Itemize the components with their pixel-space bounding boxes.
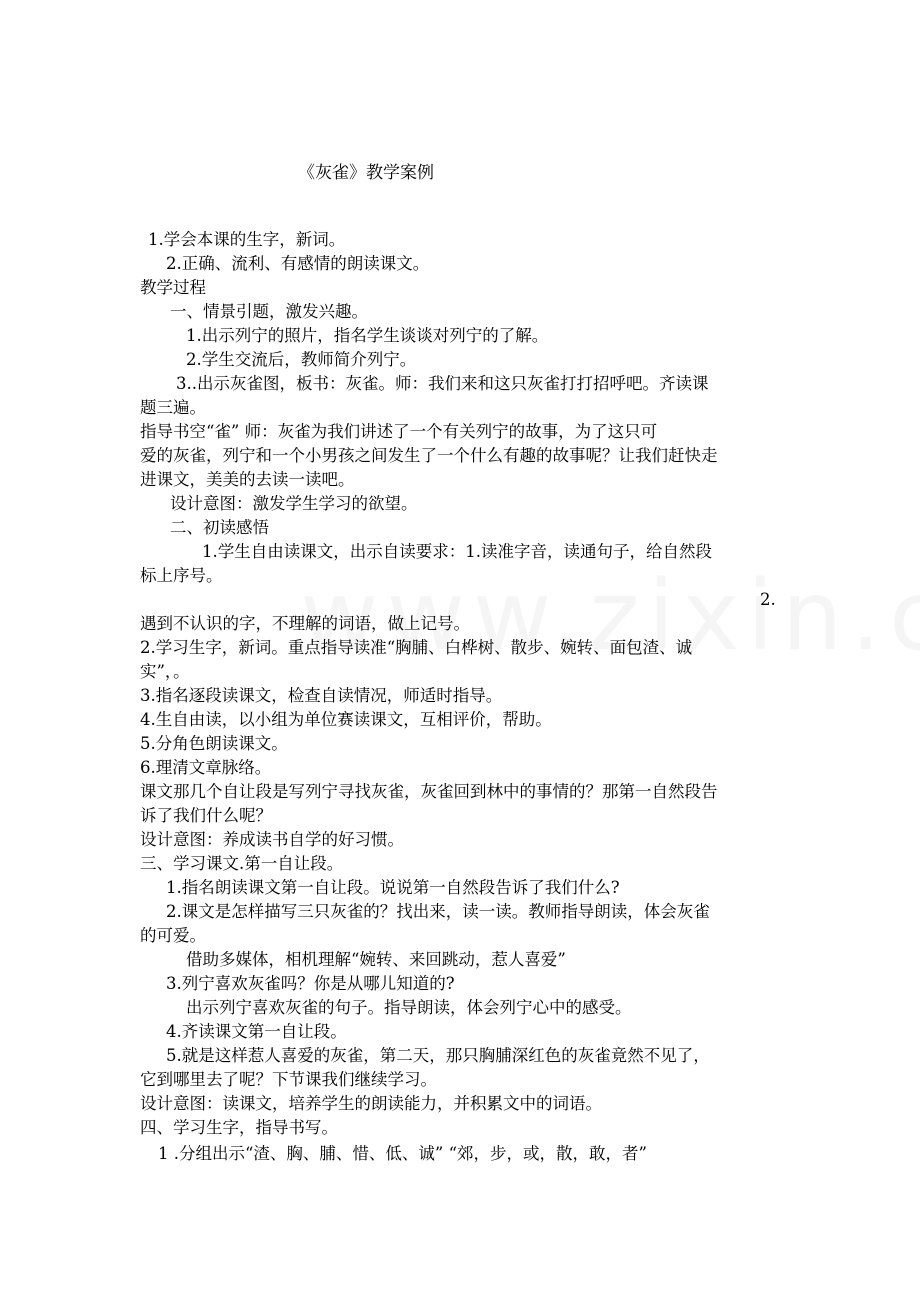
- text-line: 4.生自由读，以小组为单位赛读课文，互相评价，帮助。: [140, 710, 552, 729]
- text-line: 遇到不认识的字，不理解的词语，做上记号。: [140, 614, 470, 633]
- text-line: 2.学习生字，新词。重点指导读准“胸脯、白桦树、散步、婉转、面包渣、诚: [140, 638, 693, 657]
- text-line: 的可爱。: [140, 926, 206, 945]
- text-line: 进课文，美美的去读一读吧。: [140, 470, 355, 489]
- text-line: 1.指名朗读课文第一自让段。说说第一自然段告诉了我们什么?: [166, 878, 620, 897]
- text-line: 1.出示列宁的照片，指名学生谈谈对列宁的了解。: [186, 326, 549, 345]
- text-line: 诉了我们什么呢？: [140, 806, 272, 825]
- section-heading: 一、情景引题，激发兴趣。: [170, 302, 368, 321]
- section-heading: 教学过程: [140, 278, 206, 297]
- text-line: 指导书空“雀” 师：灰雀为我们讲述了一个有关列宁的故事，为了这只可: [140, 422, 658, 441]
- text-line: 5.分角色朗读课文。: [140, 734, 288, 753]
- text-line: 标上序号。: [140, 566, 223, 585]
- text-line: 爱的灰雀，列宁和一个小男孩之间发生了一个什么有趣的故事呢？让我们赶快走: [140, 446, 718, 465]
- text-line: 1 .分组出示“渣、胸、脯、惜、低、诚” “郊，步，或，散，敢，者”: [158, 1144, 647, 1163]
- text-line: 出示列宁喜欢灰雀的句子。指导朗读，体会列宁心中的感受。: [186, 998, 632, 1017]
- text-line: 借助多媒体，相机理解“婉转、来回跳动，惹人喜爱”: [186, 950, 566, 969]
- document-title: 《灰雀》教学案例: [298, 163, 434, 183]
- section-heading: 二、初读感悟: [170, 518, 269, 537]
- text-line: 1.学生自由读课文，出示自读要求：1.读准字音，读通句子，给自然段: [202, 542, 712, 561]
- design-intent: 设计意图：激发学生学习的欲望。: [170, 494, 418, 513]
- text-line: 2.学生交流后，教师简介列宁。: [186, 350, 417, 369]
- text-line: 2.正确、流利、有感情的朗读课文。: [166, 254, 430, 273]
- text-line: 2.: [760, 590, 776, 609]
- text-line: 2.课文是怎样描写三只灰雀的？找出来，读一读。教师指导朗读，体会灰雀: [166, 902, 710, 921]
- design-intent: 设计意图：养成读书自学的好习惯。: [140, 830, 404, 849]
- text-line: 1.学会本课的生字，新词。: [148, 230, 346, 249]
- text-line: 题三遍。: [140, 398, 206, 417]
- text-line: 3.指名逐段读课文，检查自读情况，师适时指导。: [140, 686, 503, 705]
- section-heading: 三、学习课文.第一自让段。: [140, 854, 344, 873]
- section-heading: 四、学习生字，指导书写。: [140, 1118, 338, 1137]
- text-line: 课文那几个自让段是写列宁寻找灰雀，灰雀回到林中的事情的？那第一自然段告: [140, 782, 718, 801]
- text-line: 它到哪里去了呢？下节课我们继续学习。: [140, 1070, 437, 1089]
- text-line: 3..出示灰雀图，板书：灰雀。师：我们来和这只灰雀打打招呼吧。齐读课: [176, 374, 709, 393]
- text-line: 6.理清文章脉络。: [140, 758, 272, 777]
- text-line: 5.就是这样惹人喜爱的灰雀，第二天，那只胸脯深红色的灰雀竟然不见了，: [166, 1046, 710, 1065]
- text-line: 3.列宁喜欢灰雀吗？你是从哪儿知道的?: [166, 974, 455, 993]
- text-line: 实”，。: [140, 662, 190, 681]
- design-intent: 设计意图：读课文，培养学生的朗读能力，并积累文中的词语。: [140, 1094, 602, 1113]
- text-line: 4.齐读课文第一自让段。: [166, 1022, 347, 1041]
